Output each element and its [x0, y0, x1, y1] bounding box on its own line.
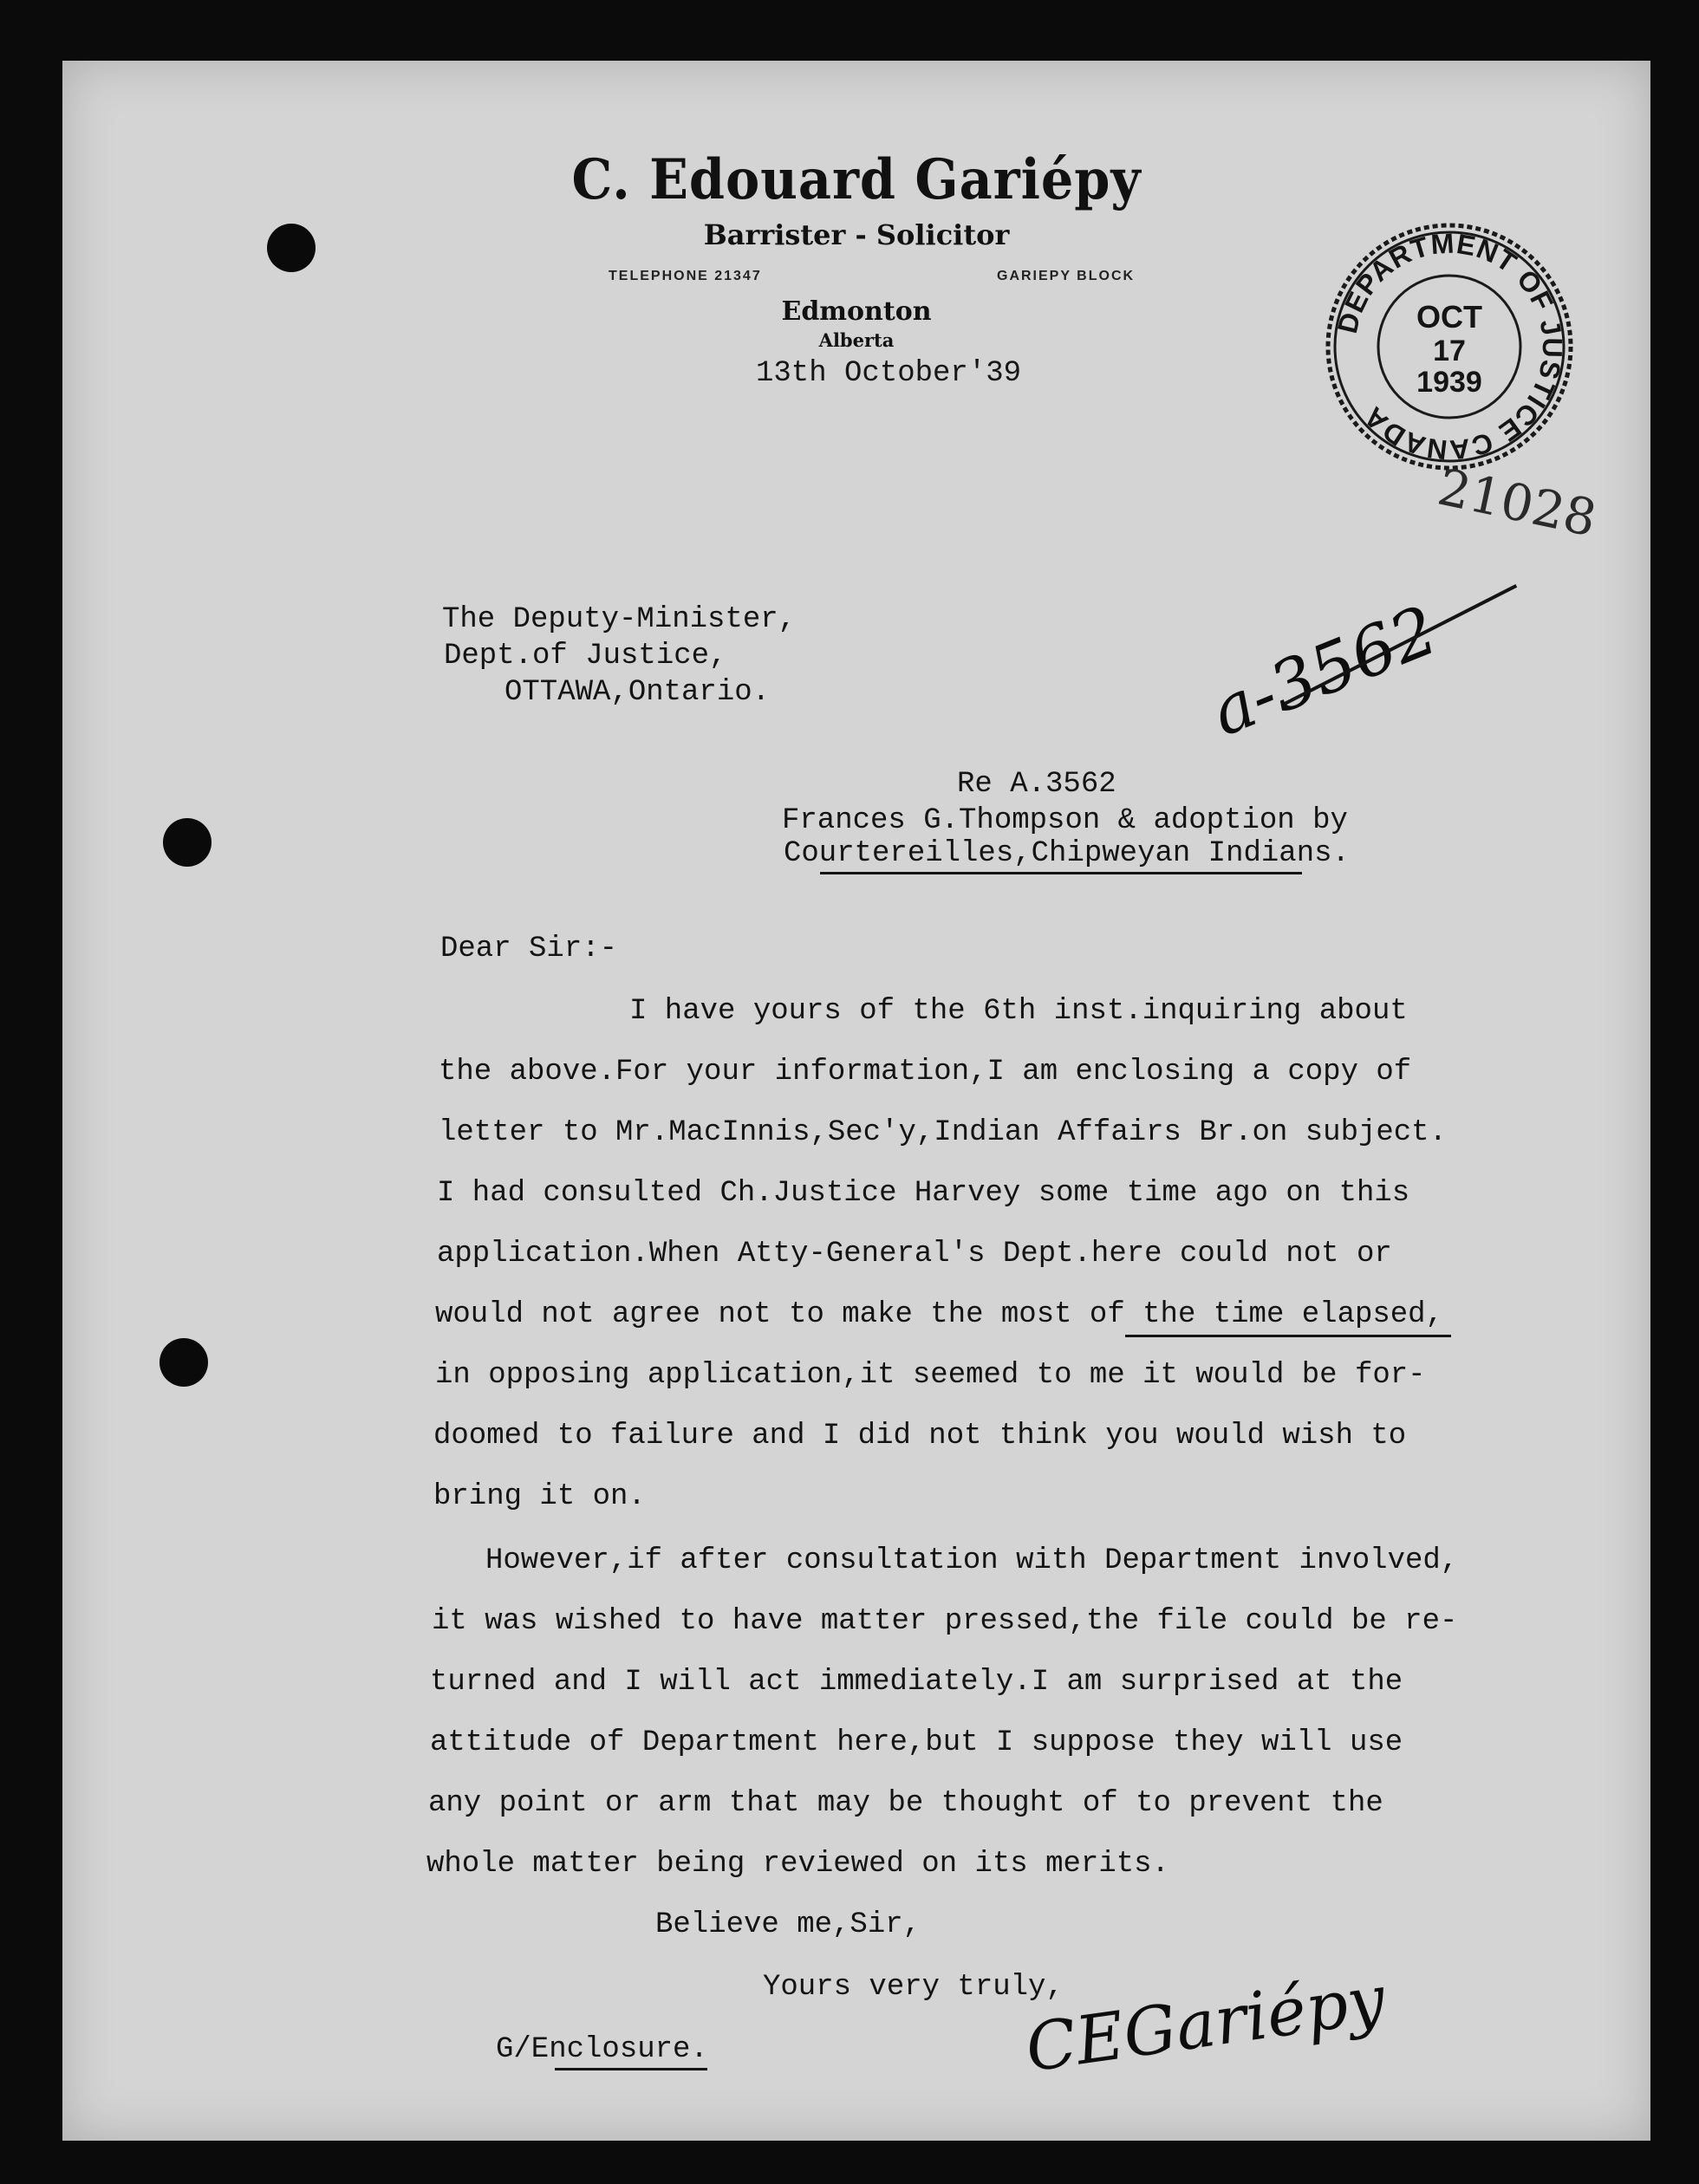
- body-line: in opposing application,it seemed to me it would be for-: [435, 1359, 1426, 1392]
- body-line: would not agree not to make the most of the time elapsed,: [435, 1298, 1443, 1331]
- addressee-line: The Deputy-Minister,: [442, 603, 797, 636]
- letterhead-address: GARIEPY BLOCK: [997, 269, 1136, 283]
- body-line: the above.For your information,I am enclosing a copy of: [439, 1056, 1412, 1089]
- body-line: turned and I will act immediately.I am surprised at the: [430, 1666, 1403, 1699]
- letterhead-city: Edmonton: [781, 296, 932, 327]
- body-line: However,if after consultation with Department involved,: [485, 1544, 1459, 1577]
- letterhead-name: C. Edouard Gariépy: [571, 147, 1142, 212]
- body-line: whole matter being reviewed on its merits.: [426, 1848, 1169, 1881]
- body-line: any point or arm that may be thought of to prevent the: [428, 1787, 1383, 1820]
- body-line: attitude of Department here,but I suppose they will use: [430, 1726, 1403, 1759]
- body-line: letter to Mr.MacInnis,Sec'y,Indian Affairs Br.on subject.: [439, 1116, 1447, 1149]
- reference-line: Re A.3562: [957, 768, 1116, 801]
- enclosure-underline: [555, 2068, 707, 2070]
- letterhead-telephone: TELEPHONE 21347: [609, 269, 762, 283]
- salutation: Dear Sir:-: [440, 933, 618, 965]
- addressee-line: Dept.of Justice,: [444, 640, 727, 673]
- letterhead-title: Barrister - Solicitor: [703, 218, 1010, 251]
- signature: CEGariépy: [1020, 1960, 1390, 2087]
- addressee-line: OTTAWA,Ontario.: [504, 676, 771, 709]
- stamp-month: OCT: [1416, 299, 1482, 335]
- body-line: bring it on.: [433, 1480, 646, 1513]
- body-line: it was wished to have matter pressed,the file could be re-: [432, 1605, 1458, 1638]
- reference-line: Frances G.Thompson & adoption by: [782, 804, 1348, 837]
- stamp-ring-text: DEPARTMENT OF JUSTICE CANADA: [1331, 227, 1569, 466]
- enclosure-note: G/Enclosure.: [496, 2033, 708, 2066]
- punch-hole: [159, 1338, 208, 1387]
- letter-page: [62, 61, 1650, 2141]
- body-line: I have yours of the 6th inst.inquiring about: [629, 995, 1408, 1028]
- stamp-day: 17: [1433, 335, 1466, 367]
- closing-line: Believe me,Sir,: [655, 1908, 921, 1941]
- handwritten-reference: a-3562: [1201, 591, 1448, 752]
- letter-date: 13th October'39: [756, 357, 1022, 390]
- file-number: 21028: [1432, 457, 1602, 549]
- body-underline: [1125, 1335, 1451, 1337]
- body-line: doomed to failure and I did not think you would wish to: [433, 1420, 1407, 1453]
- received-stamp: [1319, 217, 1579, 477]
- closing-line: Yours very truly,: [763, 1971, 1064, 2004]
- punch-hole: [163, 818, 212, 867]
- reference-underline: [820, 872, 1302, 874]
- reference-line: Courtereilles,Chipweyan Indians.: [784, 837, 1350, 870]
- stamp-year: 1939: [1416, 366, 1482, 399]
- body-line: I had consulted Ch.Justice Harvey some time ago on this: [437, 1177, 1410, 1210]
- letterhead-province: Alberta: [818, 329, 895, 351]
- body-line: application.When Atty-General's Dept.here could not or: [437, 1238, 1392, 1271]
